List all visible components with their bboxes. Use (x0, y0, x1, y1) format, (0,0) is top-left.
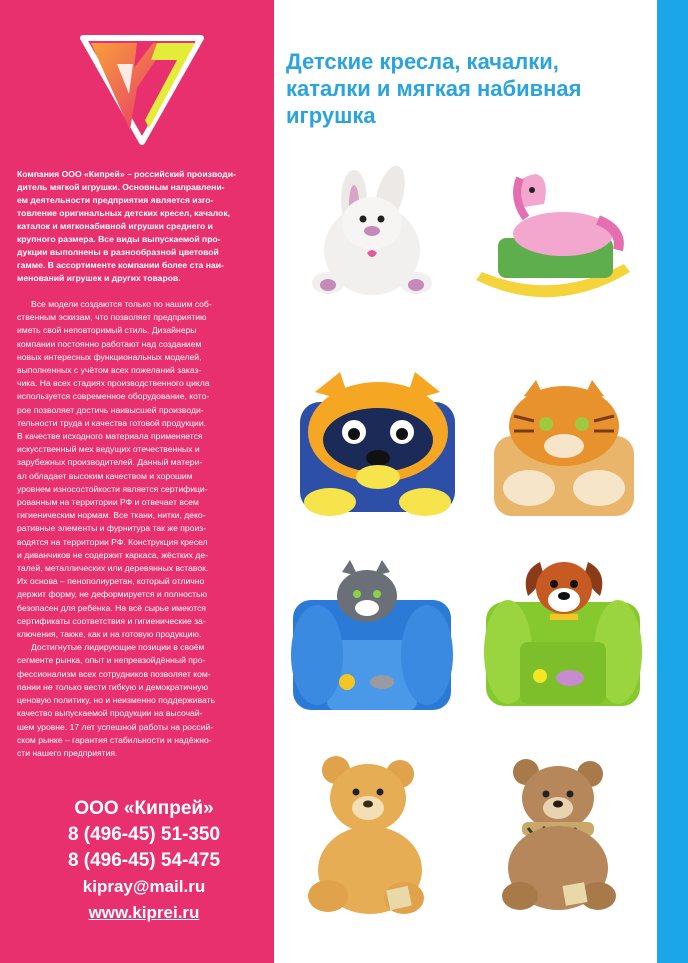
paragraph-2: Достигнутые лидирующие позиции в своём сегменте рынка, опыт и непревзойдённый про- фессионализм всех сотрудников позволяет ком- пании не только вести гибкую и демократичную ценовую политику, но и неизменно поддерживать качество выпускаемой продукции на высочай- шем уровне. 17 лет успешной работы на россий- ском рынке – гарантия стабильности и надёжно- сти нашего предприятия. (17, 642, 216, 758)
product-photo-bear-bow (296, 752, 446, 917)
paragraph-1: Все модели создаются только по нашим соб- ственным эскизам, что позволяет предприятию иметь свой неповторимый стиль. Дизайнеры компании постоянно работают над созданием новых интересных функциональных моделей, выполненных с учётом всех пожеланий заказ- чика. На всех стадиях производственного цикла используется современное оборудование, кото- рое позволяет достичь наивысшей производи- тельности труда и качества готовой продукции. В качестве исходного материала применяется искусственный мех ведущих отечественных и зарубежных производителей. Данный матери- ал обладает высоким качеством и хорошим уровнем износостойкости является сертифици- рованным на территории РФ и отвечает всем гигиеническим нормам. Все ткани, нитки, деко- ративные элементы и фурнитура так же произ- водятся на территории РФ. Конструкция кресел и диванчиков не содержит каркаса, жёстких де- талей, металлических или деревянных вставок. Их основа – пенополиуретан, который отлично держит форму, не деформируется и полностью безопасен для ребёнка. На всё сырье имеются сертификаты соответствия и гигиенические за- ключения, также, как и на готовую продукцию. (17, 299, 212, 640)
product-photo-bunny (292, 155, 452, 305)
website-link[interactable]: www.kiprei.ru (88, 903, 200, 922)
company-name: ООО «Кипрей» (74, 798, 214, 819)
email-address[interactable]: kipray@mail.ru (82, 877, 206, 896)
right-blue-stripe (657, 0, 688, 963)
product-photo-bear-scarf (480, 756, 630, 916)
product-photo-tiger-chair (484, 376, 644, 526)
intro-text: Компания ООО «Кипрей» – российский производи- дитель мягкой игрушки. Основным направлени- ем деятельности предприятия является изго- товление оригинальных детских кресел, качалок, каталок и мягконабивной игрушки среднего и крупного размера. Все виды выпускаемой про- дукции выполнены в разнообразной цветовой гамме. В ассортименте компании более ста наи- менований игрушек и других товаров. (17, 169, 236, 283)
page-title: Детские кресла, качалки, каталки и мягкая набивная игрушка (286, 49, 582, 128)
phone-2: 8 (496-45) 54-475 (67, 850, 221, 871)
contact-block (0, 796, 288, 926)
phone-1: 8 (496-45) 51-350 (67, 824, 221, 845)
product-photo-dog-chair (480, 552, 646, 712)
product-photo-cat-chair (287, 560, 457, 715)
product-photo-horse-rocker (468, 168, 638, 318)
product-photo-raccoon-chair (290, 362, 465, 522)
description-text (17, 298, 260, 760)
kiprei-logo (77, 34, 207, 146)
